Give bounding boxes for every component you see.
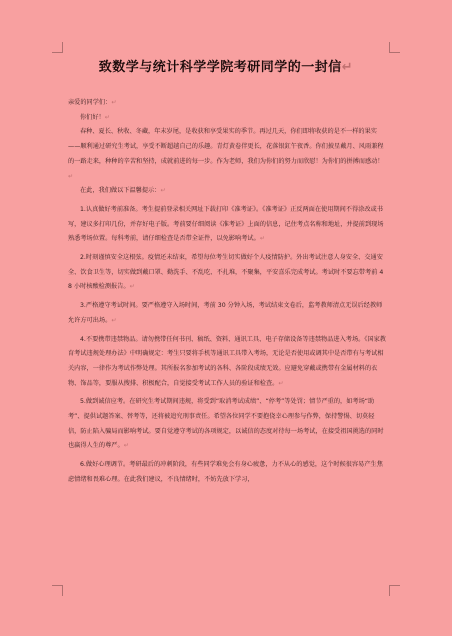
paragraph-mark: ↵: [111, 316, 117, 324]
tip-paragraph: 1.认真做好考前准备。考生提前登录相关网址下载打印《准考证》。《准考证》正反两面在使用期间不得涂改或书写，建议多打印几份，并存好电子版。考前要仔细阅读《准考证》上面的信息，记住考点名称和地址，并提前到现场熟悉考场位置。每科考前，请仔细检查是否带全证件，以免影响考试。↵: [68, 205, 384, 243]
paragraph-mark: ↵: [104, 113, 110, 121]
paragraph-mark: ↵: [123, 442, 129, 450]
paragraph-mark: ↵: [111, 99, 117, 106]
intro-paragraph: 春种、夏长、秋收、冬藏，年末岁尾，是收获和享受果实的季节。再过几天，你们即将收获的是不一样的果实——顺利通过研究生考试，享受不断超越自己的乐趣。青灯黄卷伴更长，花落银釭午夜香。你们披星戴月、风雨兼程的一路走来，种种的辛苦和坚持，成就前进的每一步。作为老师，我们为你们的努力而欣慰！为你们的拼搏而感动！↵: [68, 128, 384, 180]
corner-mark-bottom-left: [52, 585, 63, 596]
paragraph-mark: ↵: [129, 283, 135, 291]
tip-paragraph: 3.严格遵守考试时间。要严格遵守入场时间，考前 30 分钟入场，考试结束文卷后，监考教师清点无误后经教师允许方可出场。↵: [68, 302, 383, 324]
tip-paragraph: 5.做到诚信应考。在研究生考试期间违规，将受到“取消考试成绩”、“停考”等处罚；情节严重的，如考场“助考”、提供试题答案、替考等，还将被追究刑事责任。希望各位同学不要抱侥幸心理参与作弊，保持警惕、切莫轻信，防止陷入骗局而影响考试。要自觉遵守考试的各项规定，以诚信的态度对待每一场考试，在接受祖国挑选的同时也赢得人生的尊严。↵: [68, 398, 384, 450]
paragraph-mark: ↵: [341, 60, 354, 75]
tip-paragraph: 2.时刻谨慎安全这根弦。疫情还未结束，希望每位考生切实做好个人疫情防护。外出考试注意人身安全、交通安全、饮食卫生等，切实做到戴口罩、勤洗手、不乱吃、不扎堆，不聚集，平安喜乐完成考试。考试时不要忘带考前 48 小时核酸检测报告。↵: [68, 254, 384, 291]
corner-mark-bottom-right: [389, 585, 400, 596]
greeting: 你们好！↵: [80, 113, 110, 121]
paragraph-mark: ↵: [278, 379, 284, 387]
paragraph-mark: ↵: [160, 187, 166, 195]
lead-paragraph: 在此，我们做以下温馨提示：↵: [80, 187, 166, 195]
document-body: [68, 96, 386, 488]
paragraph-mark: ↵: [68, 172, 74, 180]
document-title: [0, 56, 452, 75]
tip-paragraph: 6.做好心理调节。考研最后的冲刺阶段，有些同学难免会有身心疲惫，力不从心的感觉，这个时候很容易产生焦虑情绪和畏难心理。在此我们建议，不良情绪时，不妨先放下学习，: [68, 461, 383, 483]
salutation: 亲爱的同学们：↵: [68, 99, 117, 106]
corner-mark-top-right: [389, 42, 400, 53]
title-text: 致数学与统计科学学院考研同学的一封信: [98, 60, 342, 75]
paragraph-mark: ↵: [259, 235, 265, 243]
tip-paragraph: 4.不要携带违禁物品。请勿携带任何书刊、稿纸、资料、通讯工具、电子存储设备等违禁物品进入考场。《国家教育考试违规处理办法》中明确规定：考生只要将手机等通讯工具带入考场，无论是否使用或调其中是否带有与考试相关内容，一律作为考试作弊处理。其所报名参加考试的各科、各阶段成绩无效。应避免穿戴或携带有金属材料的衣物、饰品等，要服从搜排、积极配合，自觉接受考试工作人员的验证和检查。↵: [68, 335, 386, 387]
corner-mark-top-left: [52, 42, 63, 53]
